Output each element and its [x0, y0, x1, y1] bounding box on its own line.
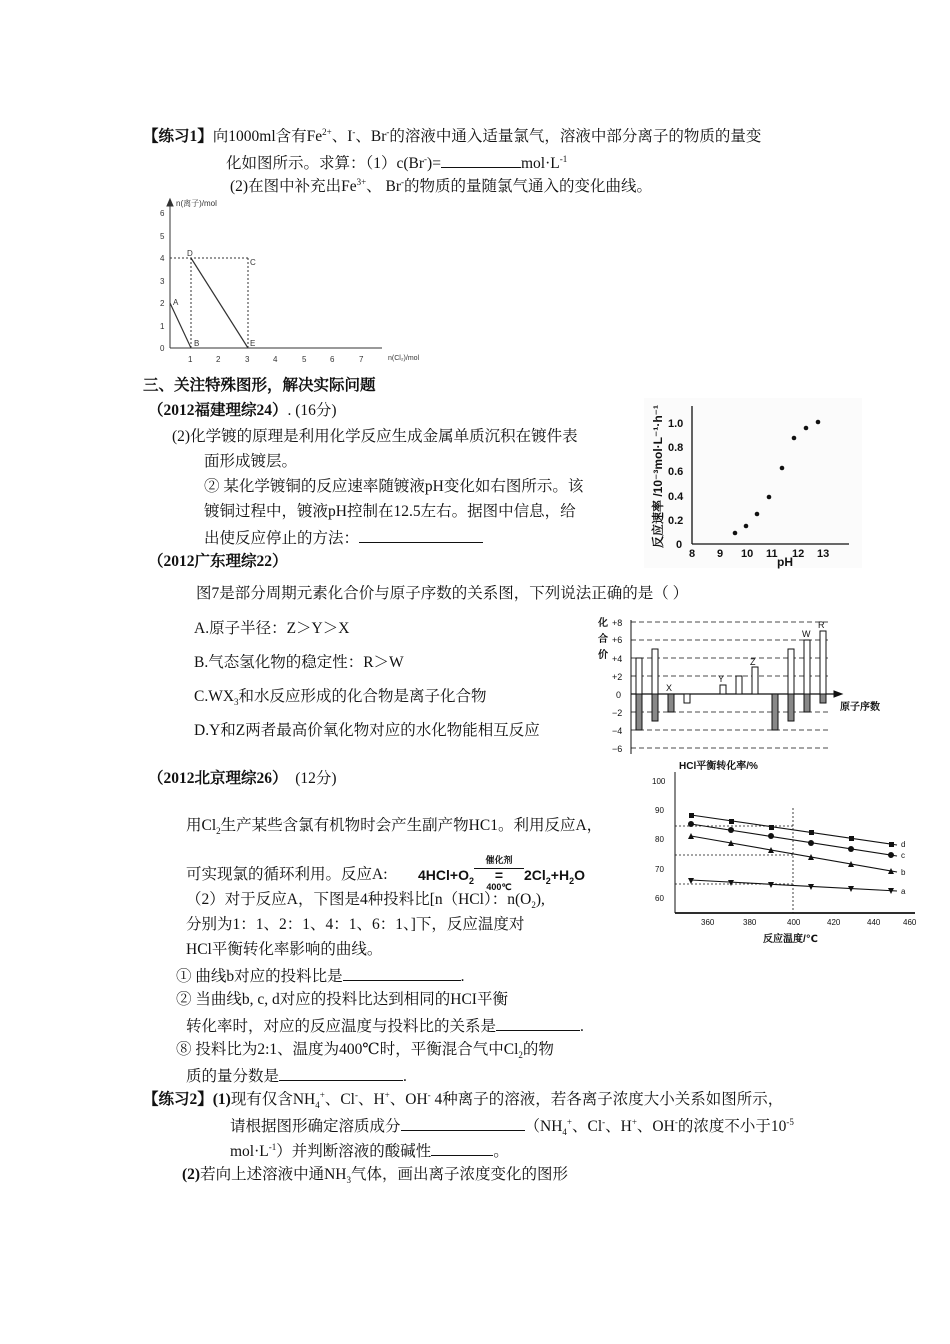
x-tick: 460: [903, 918, 917, 927]
y-tick: 90: [655, 806, 664, 815]
marker-a: [688, 878, 694, 884]
x-tick: 5: [302, 355, 307, 364]
answer-blank-relation[interactable]: [496, 1015, 580, 1031]
y-tick: 2: [160, 299, 165, 308]
y-tick: 60: [655, 894, 664, 903]
y-tick: 5: [160, 232, 165, 241]
hcl-conversion-chart: [645, 758, 925, 950]
x-tick: 1: [188, 355, 193, 364]
x-tick: 12: [792, 548, 805, 560]
answer-blank-fraction[interactable]: [279, 1065, 403, 1081]
x-tick: 6: [330, 355, 335, 364]
y-tick: +6: [612, 635, 623, 645]
point-label-e: E: [250, 339, 256, 348]
element-label-w: W: [802, 629, 811, 639]
valence-bar: [652, 694, 658, 721]
option-d: D.Y和Z两者最高价氧化物对应的水化物能相互反应: [194, 722, 540, 739]
marker-d: [809, 830, 814, 835]
y-axis-arrow: [167, 199, 173, 206]
valence-bar: [804, 640, 810, 694]
y-tick: 0.2: [668, 515, 684, 527]
point-label-c: C: [250, 258, 256, 267]
y-tick: 6: [160, 209, 165, 218]
ion-amount-chart: [150, 195, 440, 367]
beijing-p1: 用$Cl_2$生产某些含氯有机物时会产生副产物HC1。利用反应A，: [186, 817, 603, 837]
curve-label-b: b: [901, 868, 906, 877]
x-axis-arrow: [834, 691, 842, 697]
marker-a: [768, 882, 774, 888]
valence-chart: [596, 612, 896, 760]
valence-bar: [636, 694, 642, 730]
element-label-z: Z: [750, 657, 756, 667]
data-point: [767, 495, 772, 500]
y-tick: 0: [676, 539, 683, 551]
y-tick: +8: [612, 618, 623, 628]
x-axis-label: n(Cl₂)/mol: [388, 355, 420, 362]
beijing-p5: HCl平衡转化率影响的曲线。: [186, 941, 383, 958]
point-label-b: B: [194, 339, 200, 348]
valence-bar: [772, 694, 778, 730]
data-point: [733, 531, 738, 536]
ex2-line2: 请根据图形确定溶质成分 （$NH_4^+$、Cl-、H+、OH-的浓度不小于$10^{-5}$: [230, 1116, 794, 1138]
answer-blank-ratio[interactable]: [343, 965, 461, 981]
marker-c: [848, 846, 854, 852]
x-tick: 7: [359, 355, 364, 364]
beijing-p4: 分别为1：1、2：1、4：1、6：1、]下，反应温度对: [186, 916, 525, 933]
curve-label-a: a: [901, 887, 906, 896]
option-b: B.气态氢化物的稳定性：R＞W: [194, 654, 404, 671]
y-label-char: 价: [598, 650, 608, 661]
beijing-p2: 可实现氯的循环利用。反应A:: [186, 866, 388, 883]
ex2-line4: (2)若向上述溶液中通$NH_3$气体，画出离子浓度变化的图形: [182, 1166, 568, 1186]
answer-blank-stop-method[interactable]: [359, 527, 483, 543]
marker-c: [888, 852, 894, 858]
marker-a: [728, 880, 734, 886]
data-point: [792, 436, 797, 441]
y-tick: 0: [160, 344, 165, 353]
data-point: [816, 420, 821, 425]
beijing-q3: ⑧ 投料比为2:1、温度为400℃时，平衡混合气中$Cl_2$的物: [176, 1041, 554, 1061]
valence-bar: [788, 649, 794, 694]
iodide-line: [170, 303, 191, 348]
ex1-line3: (2)在图中补充出$Fe^{3+}$、 Br-的物质的量随氯气通入的变化曲线。: [230, 176, 653, 195]
x-axis-label: pH: [777, 555, 793, 569]
marker-c: [728, 827, 734, 833]
x-tick: 11: [766, 548, 778, 560]
x-tick: 400: [787, 918, 801, 927]
x-tick: 360: [701, 918, 715, 927]
y-tick: +2: [612, 672, 623, 682]
marker-d: [849, 836, 854, 841]
data-point: [804, 426, 809, 431]
chart-title: HCl平衡转化率/%: [679, 761, 758, 772]
y-tick: 1: [160, 322, 165, 331]
section-heading: 三、关注特殊图形，解决实际问题: [143, 377, 376, 394]
ex2-line3: $mol\cdot L^{-1}$）并判断溶液的酸碱性 。: [230, 1141, 509, 1160]
marker-d: [769, 825, 774, 830]
valence-bar: [720, 685, 726, 694]
valence-bar: [804, 694, 810, 712]
y-tick: 80: [655, 835, 664, 844]
fujian-source-line: （2012福建理综24）. (16分): [148, 402, 337, 419]
guangdong-source: （2012广东理综22）: [148, 553, 288, 570]
y-tick: 100: [652, 777, 666, 786]
marker-c: [808, 840, 814, 846]
beijing-q1: ① 曲线b对应的投料比是 .: [176, 965, 465, 987]
marker-d: [689, 813, 694, 818]
x-tick: 420: [827, 918, 841, 927]
valence-bar: [684, 694, 690, 703]
valence-bar: [652, 649, 658, 694]
data-point: [755, 512, 760, 517]
curve-label-c: c: [901, 851, 905, 860]
valence-bar: [820, 694, 826, 703]
ex1-line1: 【练习1】向1000ml含有$Fe^{2+}$、I-、Br-的溶液中通入适量氯气，溶液中部分离子的物质的量变: [143, 126, 762, 145]
beijing-q2b: 转化率时，对应的反应温度与投料比的关系是 .: [186, 1015, 584, 1037]
x-tick: 4: [273, 355, 278, 364]
x-tick: 380: [743, 918, 757, 927]
x-tick: 440: [867, 918, 881, 927]
x-tick: 10: [741, 548, 754, 560]
y-tick: −6: [612, 744, 623, 754]
y-tick: −2: [612, 708, 623, 718]
beijing-p3: （2）对于反应A，下图是4种投料比[n（HCl）：$n(O_2)$,: [186, 891, 545, 911]
ex2-tag: 【练习2】: [143, 1091, 213, 1108]
beijing-q3c: 质的量分数是 .: [186, 1065, 407, 1087]
ex1-line2: 化如图所示。求算：$(1)c(Br^-)= mol\cdot L^{-1}$: [226, 153, 568, 172]
y-tick: 70: [655, 865, 664, 874]
option-a: A.原子半径：Z＞Y＞X: [194, 620, 350, 637]
marker-d: [889, 842, 894, 847]
guangdong-question: 图7是部分周期元素化合价与原子序数的关系图，下列说法正确的是（ ）: [196, 585, 689, 602]
valence-bar: [668, 694, 674, 712]
grid-dashes: [631, 622, 831, 748]
curves: [691, 815, 897, 891]
equation-arrow: 催化剂 = 400℃: [474, 865, 524, 885]
x-tick: 9: [717, 548, 724, 560]
y-tick: 0: [616, 690, 622, 700]
valence-bar: [820, 631, 826, 694]
element-label-r: R: [818, 620, 825, 630]
x-tick: 13: [817, 548, 830, 560]
positive-bars: [636, 631, 826, 694]
answer-blank-cbr[interactable]: [441, 152, 521, 168]
y-label-char: 化: [598, 618, 608, 629]
ferrous-line: [191, 258, 248, 348]
y-label-char: 合: [598, 634, 608, 645]
y-tick: 0.6: [668, 466, 684, 478]
fujian-p3: ② 某化学镀铜的反应速率随镀液pH变化如右图所示。该: [204, 478, 584, 495]
beijing-source-line: （2012北京理综26） (12分): [148, 770, 337, 787]
marker-c: [768, 833, 774, 839]
y-tick: 0.8: [668, 442, 684, 454]
reaction-equation: $4HCl+O_2$ 催化剂 = 400℃ $2Cl_2+H_2O$: [418, 855, 585, 892]
point-label-d: D: [187, 249, 193, 258]
x-tick: 8: [689, 548, 696, 560]
curve-label-d: d: [901, 840, 906, 849]
answer-blank-acidity[interactable]: [431, 1140, 493, 1156]
ex2-line1: 【练习2】(1)现有仅含$NH_4^+$、Cl-、H+、OH- 4种离子的溶液，若各离子浓度大小关系如图所示，: [143, 1089, 784, 1111]
x-tick: 2: [216, 355, 221, 364]
answer-blank-solute[interactable]: [401, 1115, 525, 1131]
element-label-x: X: [666, 683, 673, 693]
beijing-q2: ② 当曲线b, c, d对应的投料比达到相同的HCI平衡: [176, 991, 508, 1008]
ex1-tag: 【练习1】: [143, 128, 213, 145]
y-axis-label: n(离子)/mol: [176, 199, 217, 208]
y-tick: 4: [160, 254, 165, 263]
point-label-a: A: [173, 298, 179, 307]
valence-bar: [636, 658, 642, 694]
y-tick: 0.4: [668, 491, 684, 503]
curve-b: [691, 836, 897, 872]
y-axis-label: 反应速率 /10⁻³mol·L⁻¹·h⁻¹: [651, 405, 665, 548]
rate-ph-chart: [644, 398, 862, 568]
x-tick: 3: [245, 355, 250, 364]
option-c: $C.WX_3$和水反应形成的化合物是离子化合物: [194, 688, 487, 708]
fujian-p4: 镀铜过程中，镀液pH控制在12.5左右。据图中信息，给: [204, 503, 576, 520]
curve-a: [691, 880, 897, 891]
valence-bar: [752, 667, 758, 694]
fujian-p2: 面形成镀层。: [204, 453, 298, 470]
element-label-y: Y: [718, 674, 725, 684]
y-tick: 3: [160, 277, 165, 286]
fujian-p1: (2)化学镀的原理是利用化学反应生成金属单质沉积在镀件表: [172, 428, 578, 445]
data-point: [780, 466, 785, 471]
valence-bar: [788, 694, 794, 721]
valence-bar: [736, 676, 742, 694]
y-tick: 1.0: [668, 418, 684, 430]
x-axis-label: 反应温度/℃: [763, 934, 818, 945]
y-tick: −4: [612, 726, 623, 736]
data-point: [744, 524, 749, 529]
y-tick: +4: [612, 654, 623, 664]
fujian-p5: 出使反应停止的方法：: [204, 527, 483, 549]
rate-points: [733, 420, 821, 536]
x-axis-label: 原子序数: [840, 702, 880, 713]
marker-d: [729, 819, 734, 824]
marker-c: [688, 821, 694, 827]
